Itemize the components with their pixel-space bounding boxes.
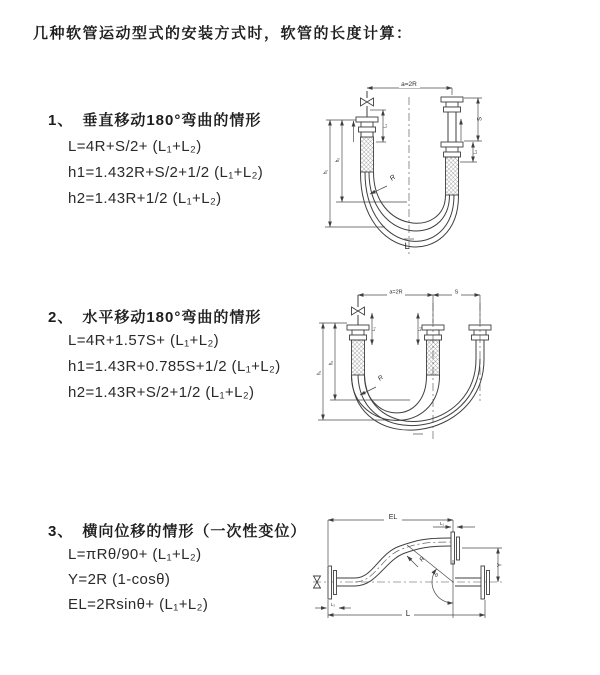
dim-label-l1: L₁: [439, 521, 445, 526]
dim-l2: [315, 602, 351, 608]
formula-3-y: Y=2R (1-cosθ): [68, 571, 171, 588]
dim-label-s: S: [477, 116, 484, 122]
dim-label-h2: h₂: [328, 360, 335, 366]
formula-2-l: L=4R+1.57S+ (L₁+L₂): [68, 332, 220, 349]
left-flange: [328, 566, 337, 599]
radius-callout: [360, 374, 385, 395]
formula-1-h2: h2=1.43R+1/2 (L₁+L₂): [68, 190, 222, 207]
dim-label-l1: L₁: [382, 123, 388, 129]
dim-label-a2r: a=2R: [401, 81, 417, 88]
hose-u-curves: [360, 172, 458, 247]
section-2-number: 2、: [48, 309, 74, 326]
section-3-heading: [48, 520, 306, 541]
dim-label-h1: h₁: [323, 169, 329, 175]
formula-1-l: L=4R+S/2+ (L₁+L₂): [68, 138, 202, 155]
valve-icon: [361, 91, 374, 117]
formula-3-el: EL=2Rsinθ+ (L₁+L₂): [68, 596, 209, 613]
right-braided-hose: [446, 157, 459, 195]
upper-right-flange: [451, 532, 460, 564]
dim-label-y: Y: [497, 562, 504, 568]
section-3-title: 横向位移的情形（一次性变位）: [82, 523, 307, 540]
left-braided-hose: [352, 340, 365, 375]
formula-3-l: L=πRθ/90+ (L₁+L₂): [68, 546, 202, 563]
dim-label-h2: h₂: [335, 157, 341, 163]
right-flange-upper: [441, 97, 463, 112]
formula-2-h1: h1=1.43R+0.785S+1/2 (L₁+L₂): [68, 358, 281, 375]
dim-label-l2: L₂: [417, 326, 422, 332]
valve-icon: [352, 295, 365, 325]
dim-label-l2: L₂: [330, 602, 336, 607]
dim-el: [328, 513, 453, 565]
dim-label-r: R: [376, 374, 385, 383]
section-1-heading: [48, 109, 261, 130]
section-2-heading: [48, 306, 261, 327]
section-2-title: 水平移动180°弯曲的情形: [82, 309, 262, 326]
lower-right-pipe: [455, 566, 490, 599]
dim-label-el: EL: [388, 514, 398, 521]
dim-label-h1: h₁: [316, 370, 323, 376]
dim-label-r: R: [388, 173, 398, 183]
formula-2-h2: h2=1.43R+S/2+1/2 (L₁+L₂): [68, 384, 255, 401]
dim-label-r: R: [418, 556, 427, 564]
diagram-vertical-180-bend: [315, 65, 500, 265]
dim-span-a2r: [358, 289, 433, 296]
dim-label-l1: L₁: [371, 326, 376, 332]
diagram-horizontal-180-bend: [310, 283, 510, 468]
dim-l2: [417, 313, 422, 345]
dim-s: [464, 98, 484, 141]
dim-label-s: S: [454, 289, 459, 296]
dim-l1: [371, 313, 376, 345]
dim-s: [433, 289, 480, 296]
section-1-title: 垂直移动180°弯曲的情形: [82, 112, 262, 129]
formula-1-h1: h1=1.432R+S/2+1/2 (L₁+L₂): [68, 164, 264, 181]
dim-span-a2r: [367, 81, 452, 95]
left-braided-hose: [361, 132, 374, 172]
diagram-lateral-displacement: [305, 510, 510, 635]
dim-length: [328, 600, 485, 618]
section-1-number: 1、: [48, 112, 74, 129]
radius-callout: [407, 556, 427, 567]
left-flange: [347, 325, 369, 340]
left-flange: [356, 117, 378, 132]
right-flange-lower: [441, 142, 463, 157]
dim-l1: [433, 521, 475, 527]
dim-label-l2: L₂: [472, 149, 478, 155]
dim-label-length: L: [405, 609, 411, 618]
hose-u-curves: [351, 359, 484, 430]
dim-label-theta: θ: [435, 573, 438, 579]
section-3-number: 3、: [48, 523, 74, 540]
page-title: 几种软管运动型式的安装方式时，软管的长度计算：: [33, 25, 413, 42]
dim-label-a2r: a=2R: [389, 289, 403, 296]
dim-label-length: L: [404, 241, 410, 251]
